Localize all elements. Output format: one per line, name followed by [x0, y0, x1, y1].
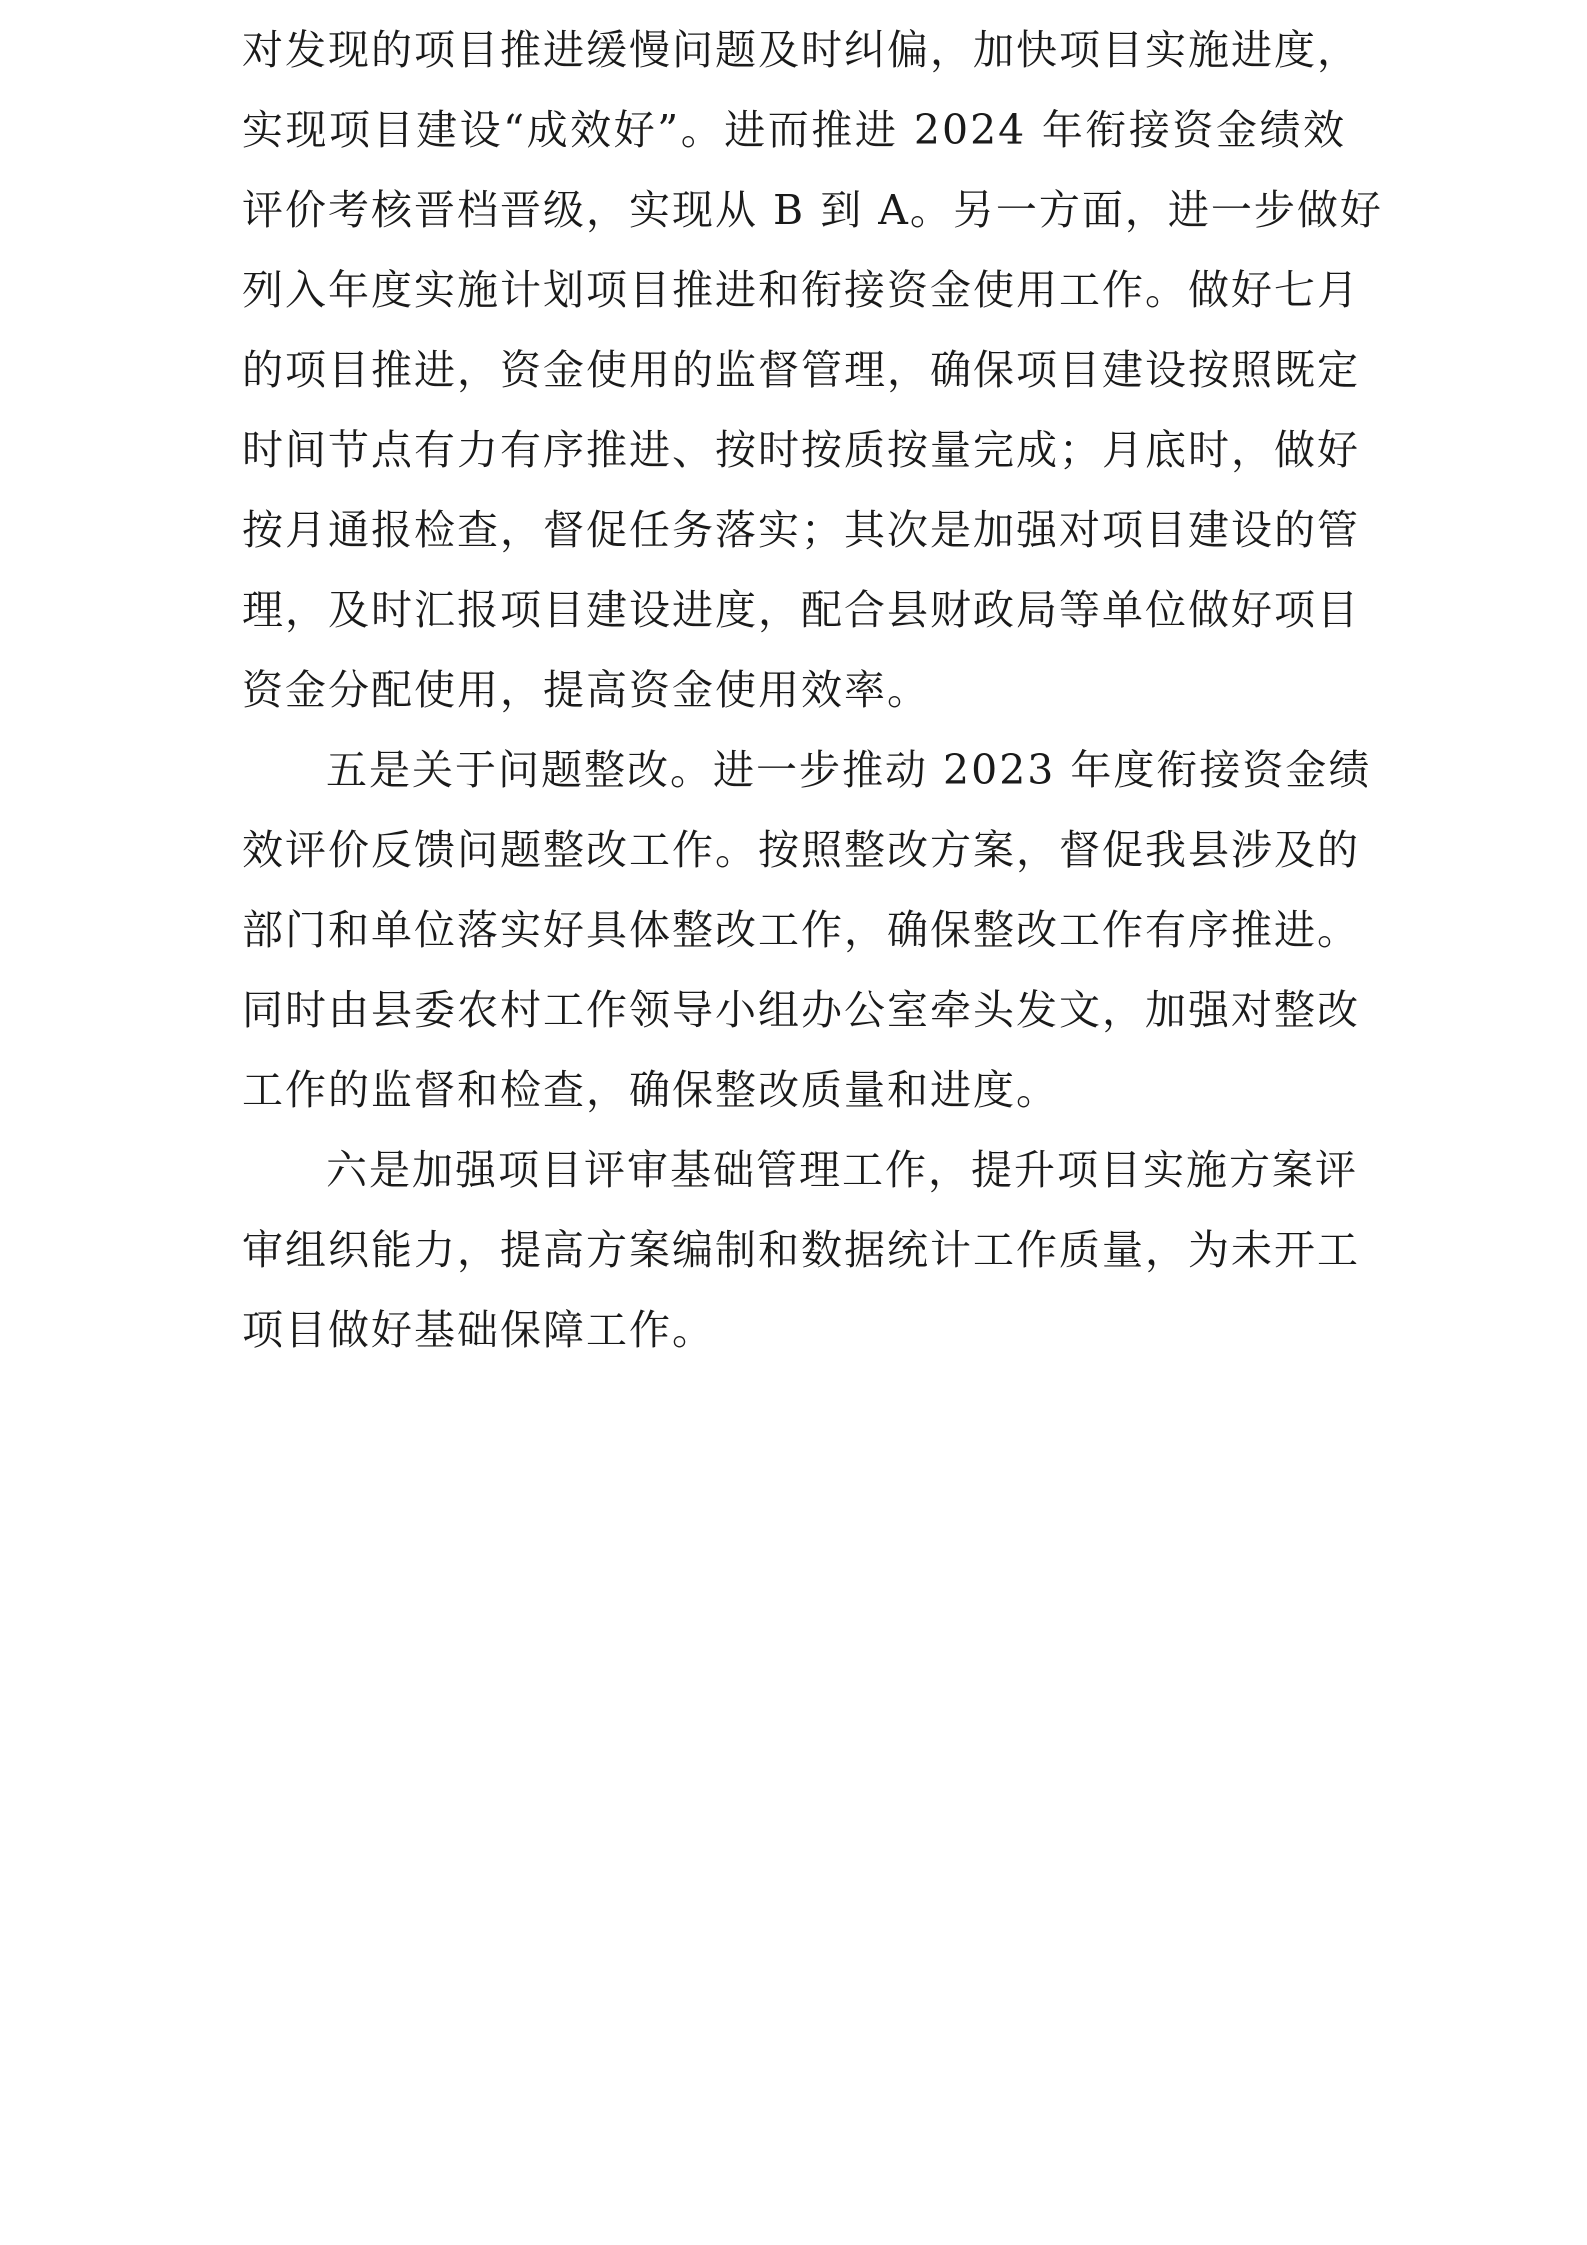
text-line: 审组织能力，提高方案编制和数据统计工作质量，为未开工: [242, 1226, 1360, 1274]
paragraph-project-review: [242, 1130, 1360, 1370]
text-line: 同时由县委农村工作领导小组办公室牵头发文，加强对整改: [242, 986, 1360, 1034]
document-body: [242, 10, 1383, 1370]
text-line: 列入年度实施计划项目推进和衔接资金使用工作。做好七月: [242, 266, 1360, 314]
text-line: 五是关于问题整改。进一步推动 2023 年度衔接资金绩: [326, 746, 1372, 794]
text-line: 实现项目建设“成效好”。进而推进 2024 年衔接资金绩效: [242, 106, 1346, 154]
text-line: 理，及时汇报项目建设进度，配合县财政局等单位做好项目: [242, 586, 1360, 634]
text-line: 工作的监督和检查，确保整改质量和进度。: [242, 1066, 1059, 1114]
text-line: 时间节点有力有序推进、按时按质按量完成；月底时，做好: [242, 426, 1360, 474]
text-line: 六是加强项目评审基础管理工作，提升项目实施方案评: [326, 1146, 1358, 1194]
text-line: 对发现的项目推进缓慢问题及时纠偏，加快项目实施进度，: [242, 26, 1360, 74]
text-line: 评价考核晋档晋级，实现从 B 到 A。另一方面，进一步做好: [242, 186, 1383, 234]
text-line: 资金分配使用，提高资金使用效率。: [242, 666, 930, 714]
text-line: 项目做好基础保障工作。: [242, 1306, 715, 1354]
text-line: 部门和单位落实好具体整改工作，确保整改工作有序推进。: [242, 906, 1360, 954]
text-line: 的项目推进，资金使用的监督管理，确保项目建设按照既定: [242, 346, 1360, 394]
text-line: 按月通报检查，督促任务落实；其次是加强对项目建设的管: [242, 506, 1360, 554]
paragraph-rectification: [242, 730, 1372, 1130]
paragraph-project-progress: [242, 10, 1383, 730]
text-line: 效评价反馈问题整改工作。按照整改方案，督促我县涉及的: [242, 826, 1360, 874]
